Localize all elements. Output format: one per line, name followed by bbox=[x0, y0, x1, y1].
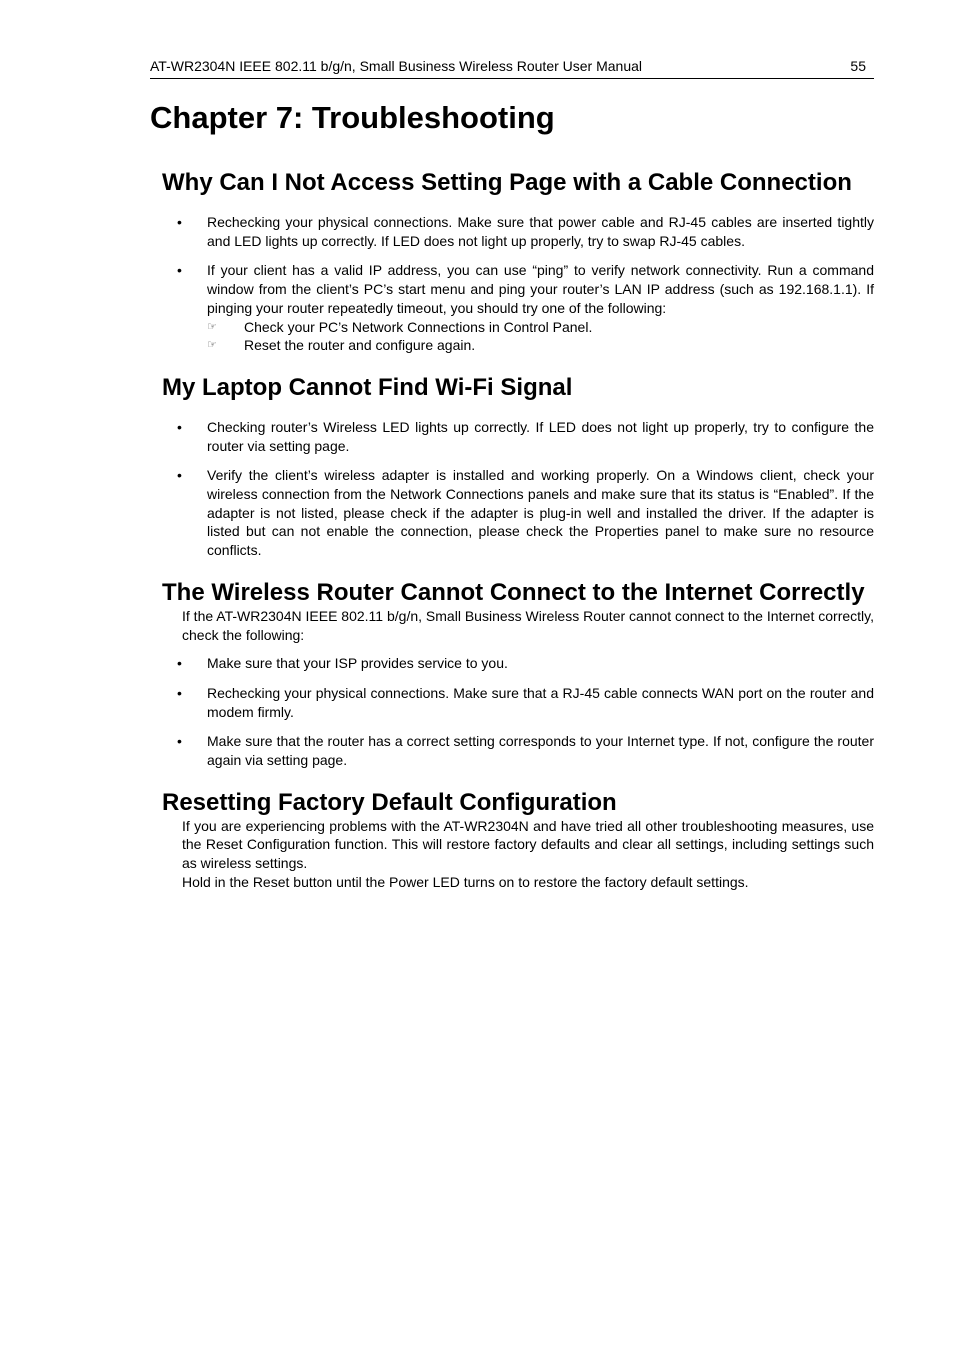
header-title: AT-WR2304N IEEE 802.11 b/g/n, Small Business Wireless Router User Manual bbox=[150, 58, 643, 74]
section-factory-reset bbox=[162, 788, 874, 892]
list-item bbox=[162, 418, 874, 455]
section-heading: Resetting Factory Default Configuration bbox=[162, 788, 617, 816]
bullet-icon: • bbox=[177, 214, 182, 230]
section-heading: My Laptop Cannot Find Wi-Fi Signal bbox=[162, 373, 573, 401]
bullet-icon: • bbox=[177, 655, 182, 672]
sub-list-item-text: Reset the router and configure again. bbox=[244, 337, 476, 354]
pointing-hand-icon: ☞ bbox=[207, 339, 217, 352]
section-internet-connection bbox=[162, 578, 874, 770]
list-item-text: Make sure that the router has a correct setting corresponds to your Internet type. If not, configure the router again via setting page. bbox=[207, 733, 874, 769]
section-wifi-signal bbox=[162, 373, 874, 560]
bullet-list bbox=[162, 418, 874, 560]
section-cable-access bbox=[162, 168, 874, 355]
section-intro: If the AT-WR2304N IEEE 802.11 b/g/n, Small Business Wireless Router cannot connect to the Internet correctly, check the following: bbox=[182, 607, 874, 643]
list-item-text: Checking router’s Wireless LED lights up correctly. If LED does not light up properly, try to configure the router via setting page. bbox=[207, 418, 874, 454]
sub-list-item bbox=[207, 336, 874, 355]
list-item-text: Rechecking your physical connections. Make sure that a RJ-45 cable connects WAN port on the router and modem firmly. bbox=[207, 684, 874, 720]
pointing-hand-icon: ☞ bbox=[207, 320, 217, 333]
section-heading: The Wireless Router Cannot Connect to the Internet Correctly bbox=[162, 578, 865, 606]
list-item bbox=[162, 732, 874, 769]
list-item-text: If your client has a valid IP address, you can use “ping” to verify network connectivity. Run a command window from the client’s PC’s start menu and ping your router’s LAN IP address (such as 192.168.1.1). If pinging your router repeatedly timeout, you should try one of the following: bbox=[207, 262, 874, 316]
list-item bbox=[162, 654, 874, 673]
page-content bbox=[162, 168, 874, 892]
sub-list-item-text: Check your PC’s Network Connections in Control Panel. bbox=[244, 318, 593, 335]
page-number: 55 bbox=[850, 58, 866, 74]
bullet-icon: • bbox=[177, 418, 182, 435]
list-item bbox=[162, 213, 874, 250]
bullet-icon: • bbox=[177, 262, 182, 279]
list-item-text: Make sure that your ISP provides service to you. bbox=[207, 655, 508, 672]
bullet-list bbox=[162, 213, 874, 355]
list-item bbox=[162, 466, 874, 560]
list-item-text: Verify the client’s wireless adapter is installed and working properly. On a Windows client, check your wireless connection from the Network Connections panels and make sure that its status is “Enabled”. If the adapter is not listed, please check if the adapter is plug-in well and installed the driver. If the adapter is listed but can not enable the connection, please check the Properties panel to make sure no resource conflicts. bbox=[207, 467, 874, 559]
bullet-list bbox=[162, 654, 874, 770]
list-item bbox=[162, 684, 874, 721]
sub-list bbox=[207, 318, 874, 355]
paragraph: If you are experiencing problems with the AT-WR2304N and have tried all other troubleshooting measures, use the Reset Configuration function. This will restore factory defaults and clear all settings, including settings such as wireless settings. bbox=[182, 817, 874, 872]
list-item bbox=[162, 261, 874, 355]
section-heading: Why Can I Not Access Setting Page with a Cable Connection bbox=[162, 169, 852, 196]
bullet-icon: • bbox=[177, 733, 182, 750]
list-item-text: Rechecking your physical connections. Make sure that power cable and RJ-45 cables are inserted tightly and LED lights up correctly. If LED does not light up properly, try to swap RJ-45 cables. bbox=[207, 214, 874, 249]
paragraph: Hold in the Reset button until the Power LED turns on to restore the factory default settings. bbox=[182, 873, 749, 890]
bullet-icon: • bbox=[177, 467, 182, 484]
running-header bbox=[150, 56, 874, 79]
sub-list-item bbox=[207, 318, 874, 337]
chapter-title: Chapter 7: Troubleshooting bbox=[150, 100, 555, 135]
bullet-icon: • bbox=[177, 684, 182, 701]
